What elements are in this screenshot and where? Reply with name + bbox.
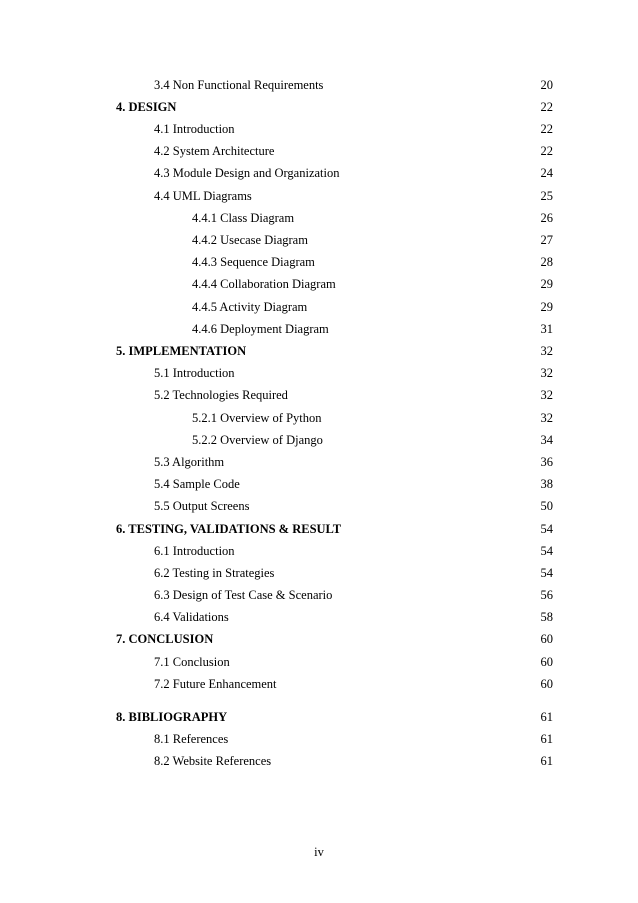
toc-entry — [0, 474, 638, 494]
toc-entry-page-number: 22 — [540, 122, 553, 136]
toc-entry-page-number: 56 — [540, 588, 553, 602]
toc-entry-page-number: 32 — [540, 344, 553, 358]
toc-entry-page-number: 32 — [540, 411, 553, 425]
toc-chapter-entry — [0, 519, 638, 539]
toc-entry-title: 4.4.5 Activity Diagram — [192, 300, 308, 314]
toc-entry — [0, 408, 638, 428]
toc-entry-page-number: 58 — [540, 610, 553, 624]
toc-entry-page-number: 54 — [540, 544, 553, 558]
toc-entry-title: 5.2.2 Overview of Django — [192, 433, 323, 447]
toc-entry — [0, 252, 638, 272]
toc-entry-page-number: 60 — [540, 677, 553, 691]
toc-entry — [0, 729, 638, 749]
toc-entry-page-number: 27 — [540, 233, 553, 247]
toc-entry — [0, 607, 638, 627]
toc-entry-title: 4.4.2 Usecase Diagram — [192, 233, 308, 247]
toc-entry-title: 5. IMPLEMENTATION — [116, 344, 247, 358]
toc-entry-title: 8. BIBLIOGRAPHY — [116, 710, 228, 724]
toc-entry-page-number: 22 — [540, 100, 553, 114]
toc-entry-page-number: 61 — [540, 754, 553, 768]
toc-entry-title: 4.4.3 Sequence Diagram — [192, 255, 315, 269]
toc-entry-page-number: 61 — [540, 710, 553, 724]
toc-entry — [0, 541, 638, 561]
toc-entry — [0, 452, 638, 472]
toc-entry-title: 5.4 Sample Code — [154, 477, 240, 491]
toc-entry-title: 7.1 Conclusion — [154, 655, 230, 669]
toc-entry-page-number: 29 — [540, 277, 553, 291]
toc-entry — [0, 319, 638, 339]
toc-entry-page-number: 36 — [540, 455, 553, 469]
toc-entry — [0, 585, 638, 605]
toc-entry-title: 7.2 Future Enhancement — [154, 677, 277, 691]
toc-entry-title: 5.2 Technologies Required — [154, 388, 288, 402]
toc-entry — [0, 363, 638, 383]
toc-entry — [0, 75, 638, 95]
toc-entry-page-number: 60 — [540, 655, 553, 669]
toc-entry-title: 5.1 Introduction — [154, 366, 235, 380]
toc-entry-page-number: 26 — [540, 211, 553, 225]
toc-entry-title: 4.4 UML Diagrams — [154, 189, 252, 203]
toc-entry-title: 6.2 Testing in Strategies — [154, 566, 275, 580]
toc-entry — [0, 297, 638, 317]
toc-entry-title: 6.3 Design of Test Case & Scenario — [154, 588, 333, 602]
toc-entry — [0, 430, 638, 450]
toc-entry-page-number: 54 — [540, 566, 553, 580]
toc-entry-title: 7. CONCLUSION — [116, 632, 214, 646]
toc-entry-title: 4.4.4 Collaboration Diagram — [192, 277, 336, 291]
toc-entry-title: 6. TESTING, VALIDATIONS & RESULT — [116, 522, 342, 536]
toc-entry-page-number: 32 — [540, 366, 553, 380]
toc-entry — [0, 496, 638, 516]
toc-entry-page-number: 54 — [540, 522, 553, 536]
toc-entry-page-number: 28 — [540, 255, 553, 269]
toc-entry-page-number: 32 — [540, 388, 553, 402]
toc-chapter-entry — [0, 97, 638, 117]
toc-entry-page-number: 60 — [540, 632, 553, 646]
toc-entry-title: 6.4 Validations — [154, 610, 229, 624]
toc-entry-title: 4.3 Module Design and Organization — [154, 166, 340, 180]
toc-entry — [0, 186, 638, 206]
toc-entry-title: 8.1 References — [154, 732, 229, 746]
toc-entry — [0, 652, 638, 672]
toc-entry — [0, 751, 638, 771]
toc-entry-page-number: 50 — [540, 499, 553, 513]
toc-entry-page-number: 22 — [540, 144, 553, 158]
toc-entry-page-number: 25 — [540, 189, 553, 203]
toc-entry-title: 5.2.1 Overview of Python — [192, 411, 322, 425]
toc-entry-page-number: 29 — [540, 300, 553, 314]
page-number: iv — [314, 845, 324, 859]
toc-entry-page-number: 24 — [540, 166, 553, 180]
toc-entry — [0, 385, 638, 405]
toc-entry-title: 6.1 Introduction — [154, 544, 235, 558]
toc-entry — [0, 674, 638, 694]
toc-entry-page-number: 61 — [540, 732, 553, 746]
toc-entry-title: 8.2 Website References — [154, 754, 272, 768]
toc-entry-page-number: 34 — [540, 433, 553, 447]
toc-entry — [0, 274, 638, 294]
toc-entry — [0, 208, 638, 228]
toc-entry-title: 3.4 Non Functional Requirements — [154, 78, 324, 92]
toc-entry-title: 5.3 Algorithm — [154, 455, 225, 469]
toc-entry-page-number: 31 — [540, 322, 553, 336]
toc-entry-title: 5.5 Output Screens — [154, 499, 250, 513]
toc-entry — [0, 230, 638, 250]
toc-chapter-entry — [0, 341, 638, 361]
toc-entry — [0, 119, 638, 139]
toc-entry-title: 4. DESIGN — [116, 100, 177, 114]
toc-chapter-entry — [0, 629, 638, 649]
toc-entry-title: 4.4.6 Deployment Diagram — [192, 322, 329, 336]
toc-entry-title: 4.4.1 Class Diagram — [192, 211, 295, 225]
toc-entry — [0, 141, 638, 161]
toc-entry — [0, 163, 638, 183]
toc-entry-title: 4.2 System Architecture — [154, 144, 275, 158]
toc-entry — [0, 563, 638, 583]
toc-entry-page-number: 38 — [540, 477, 553, 491]
toc-entry-title: 4.1 Introduction — [154, 122, 235, 136]
toc-entry-page-number: 20 — [540, 78, 553, 92]
toc-chapter-entry — [0, 707, 638, 727]
